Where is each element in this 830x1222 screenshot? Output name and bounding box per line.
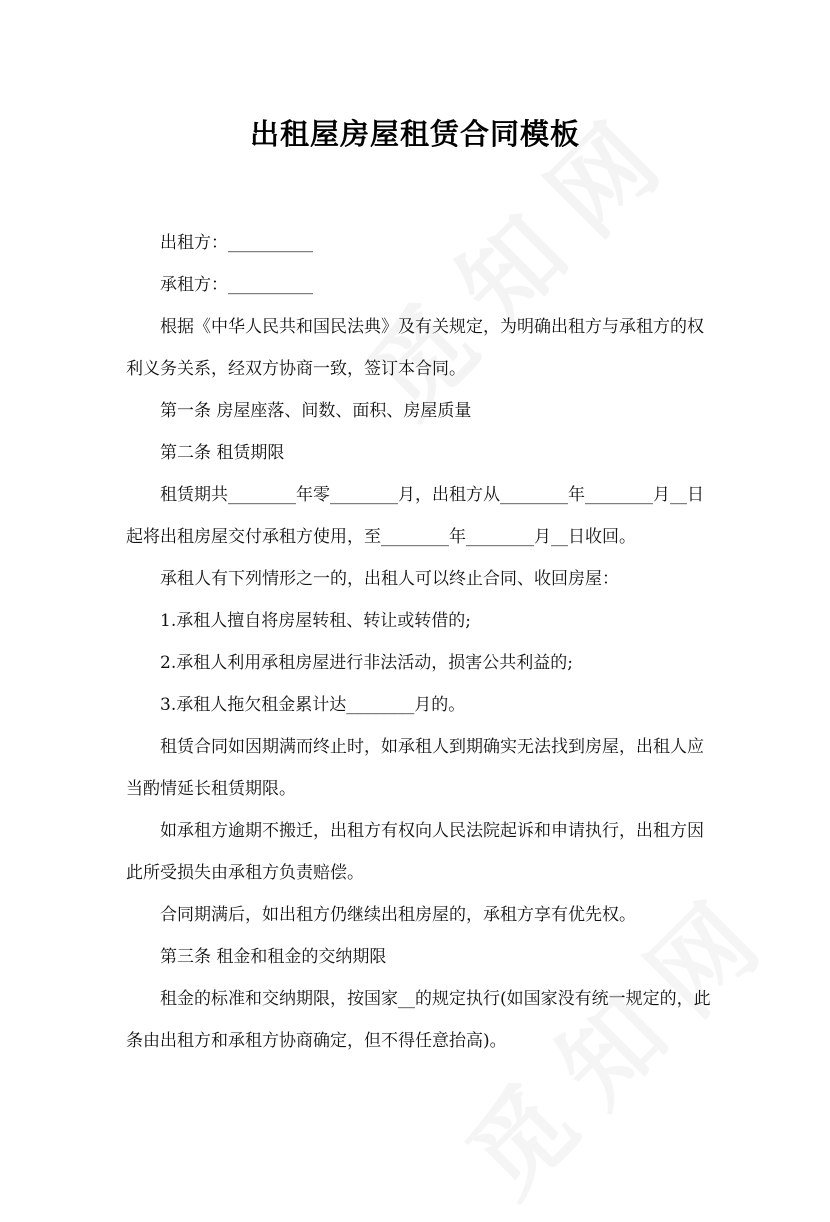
- article-3-heading: 第三条 租金和租金的交纳期限: [160, 947, 387, 967]
- priority-paragraph: 合同期满后，如出租方仍继续出租房屋的，承租方享有优先权。: [160, 905, 636, 925]
- lessee-line: 承租方：__________: [160, 275, 313, 295]
- article-1-heading: 第一条 房屋座落、间数、面积、房屋质量: [160, 401, 472, 421]
- extension-paragraph: 租赁合同如因期满而终止时，如承租人到期确实无法找到房屋，出租人应当酌情延长租赁期限。: [126, 737, 704, 799]
- article-2-heading: 第二条 租赁期限: [160, 443, 285, 463]
- document-title: 出租屋房屋租赁合同模板: [249, 117, 580, 151]
- document-body: [126, 222, 714, 1062]
- termination-item-1: 1.承租人擅自将房屋转租、转让或转借的;: [160, 611, 471, 631]
- termination-intro: 承租人有下列情形之一的，出租人可以终止合同、收回房屋：: [160, 569, 619, 589]
- overdue-paragraph: 如承租方逾期不搬迁，出租方有权向人民法院起诉和申请执行，出租方因此所受损失由承租方负责赔偿。: [126, 821, 704, 883]
- lessor-line: 出租方：__________: [160, 233, 313, 253]
- preamble-paragraph: 根据《中华人民共和国民法典》及有关规定，为明确出租方与承租方的权利义务关系，经双方协商一致，签订本合同。: [126, 317, 704, 379]
- termination-item-2: 2.承租人利用承租房屋进行非法活动，损害公共利益的;: [160, 653, 573, 673]
- rent-paragraph: 租金的标准和交纳期限，按国家__的规定执行(如国家没有统一规定的，此条由出租方和承租方协商确定，但不得任意抬高)。: [126, 989, 711, 1051]
- lease-term-paragraph: 租赁期共________年零________月，出租方从________年________月__日起将出租房屋交付承租方使用，至________年________月__日收回。: [126, 485, 704, 547]
- termination-item-3: 3.承租人拖欠租金累计达________月的。: [160, 695, 466, 715]
